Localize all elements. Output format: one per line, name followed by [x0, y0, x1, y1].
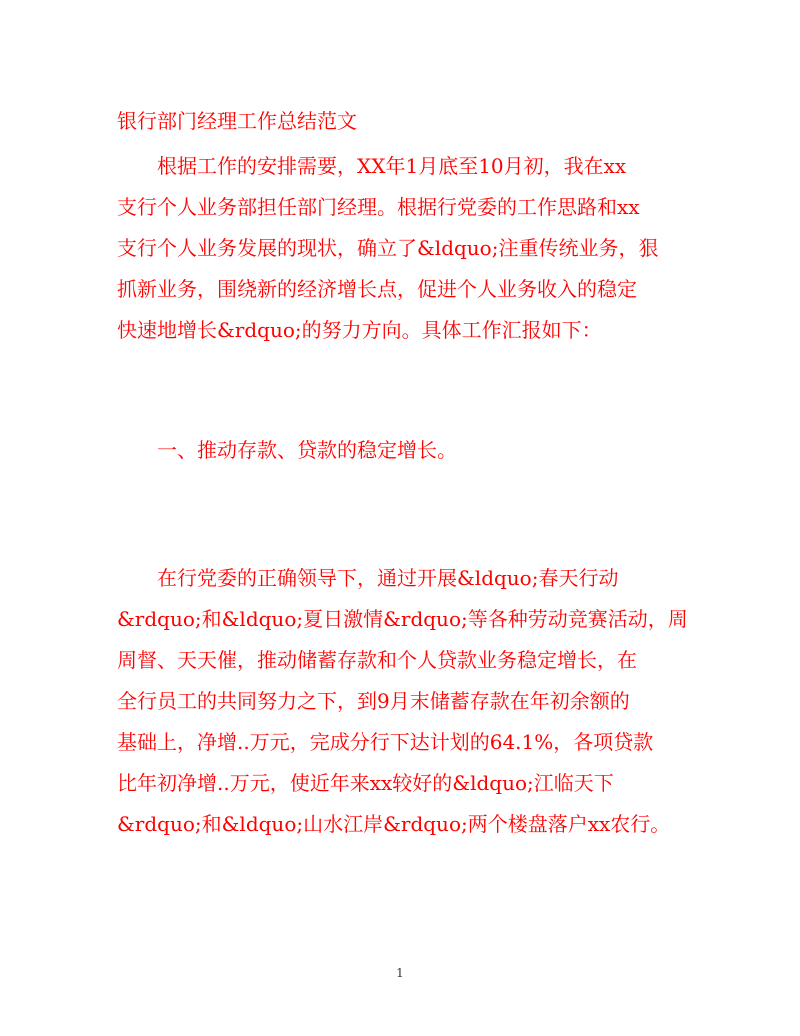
paragraph-line: 快速地增长&rdquo;的努力方向。具体工作汇报如下：: [117, 318, 602, 342]
document-title: 银行部门经理工作总结范文: [117, 109, 357, 133]
paragraph-line: 周督、天天催，推动储蓄存款和个人贷款业务稳定增长，在: [117, 648, 637, 672]
paragraph-line: 全行员工的共同努力之下，到9月末储蓄存款在年初余额的: [117, 689, 630, 713]
paragraph-line: 基础上，净增..万元，完成分行下达计划的64.1%，各项贷款: [117, 730, 654, 754]
paragraph-line: 比年初净增..万元，使近年来xx较好的&ldquo;江临天下: [117, 771, 614, 795]
page-number: 1: [396, 966, 404, 980]
paragraph-line: 根据工作的安排需要，XX年1月底至10月初，我在xx: [157, 154, 627, 178]
section-paragraph: [117, 558, 697, 845]
paragraph-line: 抓新业务，围绕新的经济增长点，促进个人业务收入的稳定: [117, 277, 637, 301]
paragraph-line: 在行党委的正确领导下，通过开展&ldquo;春天行动: [157, 566, 619, 590]
paragraph-line: &rdquo;和&ldquo;夏日激情&rdquo;等各种劳动竞赛活动，周: [117, 607, 688, 631]
intro-paragraph: [117, 146, 697, 351]
paragraph-line: 支行个人业务发展的现状，确立了&ldquo;注重传统业务，狠: [117, 236, 659, 260]
paragraph-line: &rdquo;和&ldquo;山水江岸&rdquo;两个楼盘落户xx农行。: [117, 812, 671, 836]
paragraph-line: 支行个人业务部担任部门经理。根据行党委的工作思路和xx: [117, 195, 640, 219]
section-heading-text: 一、推动存款、贷款的稳定增长。: [157, 438, 457, 462]
section-heading: [117, 430, 697, 471]
